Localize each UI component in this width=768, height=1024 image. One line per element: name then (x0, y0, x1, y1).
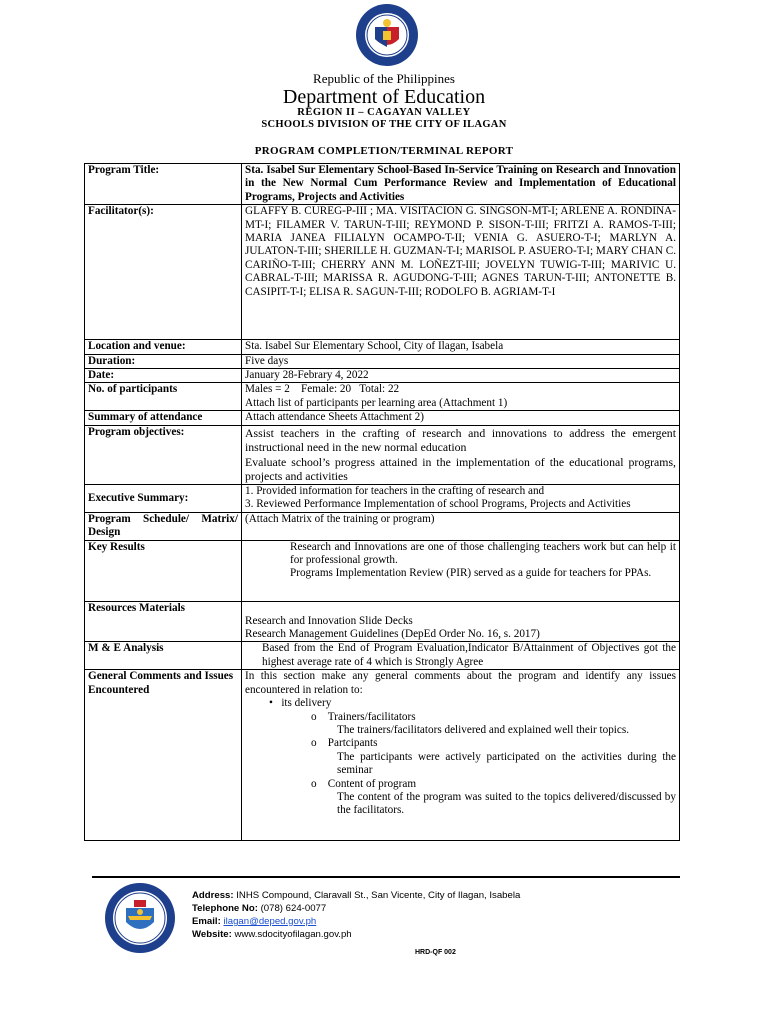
footer-website (192, 928, 520, 941)
schedule-label-text: Program Schedule/ Matrix/ Design (88, 512, 238, 539)
executive-summary-value (242, 485, 680, 513)
comments-bullet (245, 697, 676, 710)
deped-seal-logo (355, 3, 419, 67)
attendance-label: Summary of attendance (85, 411, 242, 425)
comments-sub-3 (245, 778, 676, 791)
email-label: Email: (192, 916, 221, 927)
table-row (85, 383, 680, 411)
circle-bullet-icon: o (311, 737, 317, 750)
location-value: Sta. Isabel Sur Elementary School, City of Ilagan, Isabela (242, 340, 680, 354)
division-seal-logo (104, 882, 176, 954)
circle-bullet-icon: o (311, 777, 317, 790)
executive-summary-line-1: 1. Provided information for teachers in the crafting of research and (245, 485, 545, 498)
table-row (85, 340, 680, 354)
region-heading: REGION II – CAGAYAN VALLEY (297, 107, 471, 118)
objective-2: Evaluate school’s progress attained in the implementation of the educational programs, projects and activities (245, 454, 676, 484)
footer-telephone (192, 902, 520, 915)
executive-summary-line-2: 3. Reviewed Performance Implementation of school Programs, Projects and Activities (245, 498, 631, 511)
key-results-value (242, 540, 680, 601)
comments-sub-3-title: Content of program (327, 777, 417, 790)
me-analysis-label: M & E Analysis (85, 642, 242, 670)
participants-label: No. of participants (85, 383, 242, 411)
objective-1: Assist teachers in the crafting of research and innovations to address the emergent instructional need in the new normal education (245, 425, 676, 455)
key-results-label: Key Results (85, 540, 242, 601)
circle-bullet-icon: o (311, 710, 317, 723)
objectives-value (242, 425, 680, 484)
website-value: www.sdocityofilagan.gov.ph (234, 929, 352, 940)
division-heading: SCHOOLS DIVISION OF THE CITY OF ILAGAN (261, 119, 507, 130)
attendance-value: Attach attendance Sheets Attachment 2) (242, 411, 680, 425)
address-label: Address: (192, 890, 234, 901)
resources-value (242, 601, 680, 642)
table-row (85, 369, 680, 383)
comments-sub-1-text: The trainers/facilitators delivered and explained well their topics. (337, 723, 630, 736)
key-result-1: Research and Innovations are one of those challenging teachers work but can help it for professional growth. (290, 540, 676, 567)
resource-2: Research Management Guidelines (DepEd Order No. 16, s. 2017) (245, 628, 540, 641)
participants-value (242, 383, 680, 411)
program-title-label: Program Title: (85, 164, 242, 205)
email-link[interactable]: ilagan@deped.gov.ph (223, 916, 317, 927)
objectives-label: Program objectives: (85, 425, 242, 484)
table-row (85, 642, 680, 670)
table-row (85, 512, 680, 540)
report-title: PROGRAM COMPLETION/TERMINAL REPORT (254, 145, 514, 157)
date-value: January 28-Febrary 4, 2022 (242, 369, 680, 383)
comments-value (242, 670, 680, 841)
comments-sub-2-title: Partcipants (327, 737, 378, 750)
comments-bullet-text: its delivery (281, 697, 332, 710)
participants-count: Males = 2 Female: 20 Total: 22 (245, 383, 400, 396)
table-row (85, 601, 680, 642)
bullet-icon: • (269, 697, 273, 710)
footer-contact (192, 889, 520, 941)
report-table (84, 163, 680, 841)
participants-attachment: Attach list of participants per learning area (Attachment 1) (245, 396, 508, 409)
table-row (85, 354, 680, 368)
comments-sub-1 (245, 711, 676, 724)
table-row (85, 670, 680, 841)
address-value: INHS Compound, Claravall St., San Vicente, City of Ilagan, Isabela (236, 890, 521, 901)
website-label: Website: (192, 929, 232, 940)
table-row (85, 411, 680, 425)
resources-label: Resources Materials (85, 601, 242, 642)
table-row (85, 205, 680, 340)
program-title-value: Sta. Isabel Sur Elementary School-Based In-Service Training on Research and Innovation in the New Normal Cum Performance Review and Implementation of Educational Programs, Projects and Activities (242, 164, 680, 205)
duration-value: Five days (242, 354, 680, 368)
executive-summary-label: Executive Summary: (85, 485, 242, 513)
table-row (85, 164, 680, 205)
schedule-label (85, 512, 242, 540)
facilitators-value: GLAFFY B. CUREG-P-III ; MA. VISITACION G. SINGSON-MT-I; ARLENE A. RONDINA-MT-I; FILAMER V. TARUN-T-III; REYMOND P. SISON-T-III; FRITZI A. RAMOS-T-III; MARIA JANEA FILIALYN OCAMPO-T-II; VENIA G. ASUERO-T-I; MARLYN A. JULATON-T-III; SHERILLE H. GUZMAN-T-I; MARISOL P. ASUERO-T-I; MARY CHAN C. CARIÑO-T-III; CHERRY ANN M. LOÑEZT-III; JOVELYN TUWIG-T-III; MARIVIC U. CABRAL-T-III; MARISSA R. AGUDONG-T-III; AGNES TARUN-T-III; ANTONETTE B. CASIPIT-T-I; ELISA R. SAGUN-T-III; RODOLFO B. AGRIAM-T-I (242, 205, 680, 340)
telephone-label: Telephone No: (192, 903, 258, 914)
facilitators-label: Facilitator(s): (85, 205, 242, 340)
table-row (85, 425, 680, 484)
comments-sub-3-text: The content of the program was suited to the topics delivered/discussed by the facilitators. (337, 790, 676, 817)
comments-sub-2-text: The participants were actively participated on the activities during the seminar (337, 750, 676, 777)
table-row (85, 540, 680, 601)
comments-sub-2 (245, 737, 676, 750)
footer-divider (92, 876, 680, 878)
telephone-value: (078) 624-0077 (260, 903, 327, 914)
date-label: Date: (85, 369, 242, 383)
location-label: Location and venue: (85, 340, 242, 354)
form-code: HRD-QF 002 (415, 949, 456, 956)
department-heading: Department of Education (282, 86, 486, 108)
schedule-value: (Attach Matrix of the training or program) (242, 512, 680, 540)
me-analysis-value: Based from the End of Program Evaluation,Indicator B/Attainment of Objectives got the highest average rate of 4 which is Strongly Agree (242, 642, 680, 670)
republic-heading: Republic of the Philippines (313, 71, 455, 86)
comments-intro: In this section make any general comments about the program and identify any issues encountered in relation to: (245, 670, 676, 696)
comments-label: General Comments and Issues Encountered (85, 670, 242, 841)
footer-email (192, 915, 520, 928)
resource-1: Research and Innovation Slide Decks (245, 614, 413, 627)
key-result-2: Programs Implementation Review (PIR) served as a guide for teachers for PPAs. (290, 567, 652, 580)
duration-label: Duration: (85, 354, 242, 368)
comments-sub-1-title: Trainers/facilitators (327, 710, 416, 723)
footer-address (192, 889, 520, 902)
table-row (85, 485, 680, 513)
